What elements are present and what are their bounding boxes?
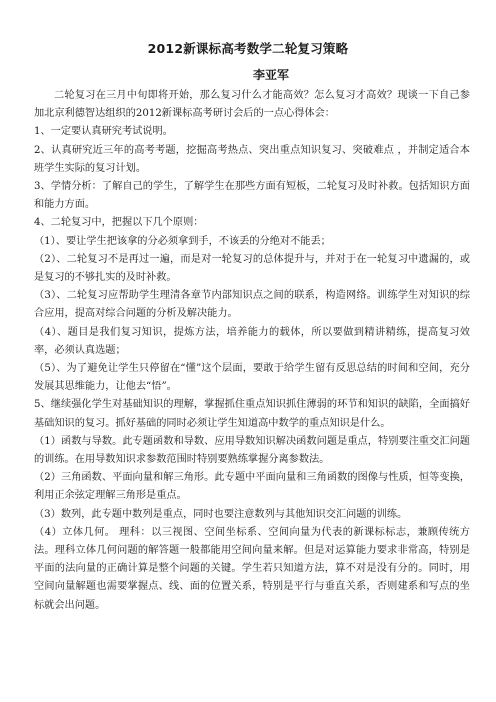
topic-trigonometry: （2）三角函数、平面向量和解三角形。此专题中平面向量和三角函数的图像与性质，恒等变换，利用正余弦定理解三角形是重点。 [34,472,470,502]
point-1: 1、一定要认真研究考试说明。 [34,126,173,138]
topic-solid-geometry: （4）立体几何。 理科：以三视图、空间坐标系、空间向量为代表的新课标标志，兼顾传统方法。理科立体几何问题的解答题一般都能用空间向量来解。但是对运算能力要求非常高，特别是平面的法向量的正确计算是整个问题的关键。学生若只知道方法，算不对是没有分的。同时，用空间向量解题也需要掌握点、线、面的位置关系，特别是平行与垂直关系，否则建系和写点的坐标就会出问题。 [34,526,470,611]
topic-functions: （1）函数与导数。此专题函数和导数、应用导数知识解决函数问题是重点，特别要注重交汇问题的训练。在用导数知识求参数范围时特别要熟练掌握分离参数法。 [34,435,470,466]
point-3: 3、学情分析：了解自己的学生，了解学生在那些方面有短板，二轮复习及时补救。包括知识方面和能力方面。 [34,181,470,211]
author-name: 李亚军 [252,68,289,82]
principle-4: （4）、题目是我们复习知识，提炼方法，培养能力的载体，所以要做到精讲精练，提高复习效率，必须认真选题； [34,326,470,356]
point-4: 4、二轮复习中，把握以下几个原则： [34,217,204,229]
point-5: 5、继续强化学生对基础知识的理解，掌握抓住重点知识抓住薄弱的环节和知识的缺陷，全面搞好基础知识的复习。抓好基础的同时必须让学生知道高中数学的重点知识是什么。 [34,399,470,429]
point-2: 2、认真研究近三年的高考考题，挖掘高考热点、突出重点知识复习、突破难点 ，并制定适合本班学生实际的复习计划。 [34,144,470,174]
intro-paragraph: 二轮复习在三月中旬即将开始，那么复习什么才能高效？怎么复习才高效？现谈一下自己参加北京利德智达组织的2012新课标高考研讨会后的一点心得体会： [34,90,470,120]
principle-2: （2）、二轮复习不是再过一遍，而是对一轮复习的总体提升与，并对于在一轮复习中遗漏的，或是复习的不够扎实的及时补救。 [34,253,470,284]
principle-5: （5）、为了避免让学生只停留在“懂”这个层面，要敢于给学生留有反思总结的时间和空间，充分发展其思维能力，让他去“悟”。 [34,363,470,393]
principle-1: （1）、要让学生把该拿的分必须拿到手，不该丢的分绝对不能丢； [34,235,331,247]
topic-sequences: （3）数列，此专题中数列是重点，同时也要注意数列与其他知识交汇问题的训练。 [34,508,408,520]
principle-3: （3）、二轮复习应帮助学生理清各章节内部知识点之间的联系，构造网络。训练学生对知识的综合应用，提高对综合问题的分析及解决能力。 [34,290,470,320]
document-title: 2012新课标高考数学二轮复习策略 [147,41,349,56]
document-body [34,87,470,615]
